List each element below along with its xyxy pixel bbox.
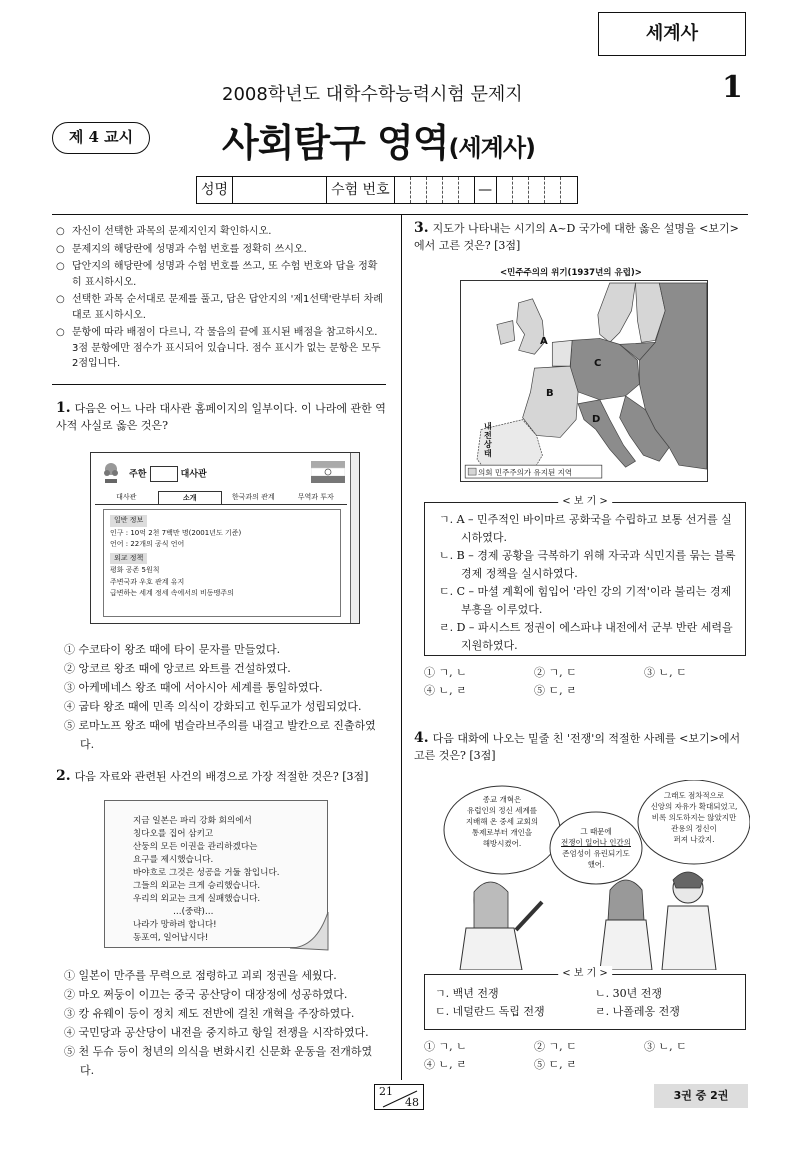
info-line: 급변하는 세계 정세 속에서의 비동맹주의	[110, 589, 234, 597]
info-line: 언어 : 22개의 공식 언어	[110, 540, 185, 548]
paper-line: 지금 일본은 파리 강화 회의에서	[133, 816, 252, 826]
q2-option[interactable]: ② 마오 쩌둥이 이끄는 중국 공산당이 대장정에 성공하였다.	[64, 988, 348, 1001]
info-line: 주변국과 우호 관계 유지	[110, 577, 185, 586]
bubble-line: 전쟁이 일어나 인간의	[561, 838, 631, 847]
q2-text: 다음 자료와 관련된 사건의 배경으로 가장 적절한 것은? [3점]	[74, 770, 369, 783]
q4-option[interactable]: ① ㄱ, ㄴ	[424, 1040, 467, 1053]
exam-number-digit[interactable]	[513, 177, 529, 203]
bubble-middle	[556, 826, 636, 870]
map-label-b: B	[546, 388, 554, 399]
q2-number: 2.	[56, 768, 71, 784]
exam-number-label: 수험 번호	[327, 177, 395, 203]
q3-bogi-item: ㄷ. C – 마셜 계획에 힘입어 '라인 강의 기적'이라 불리는 경제 부흥을 이루었다.	[439, 585, 732, 616]
q4-bogi-item: ㄴ. 30년 전쟁	[595, 987, 662, 1000]
header-rule	[52, 214, 748, 215]
note-item: ○ 문제지의 해당란에 성명과 수험 번호를 정확히 쓰시오.	[56, 242, 386, 258]
q3-option[interactable]: ⑤ ㄷ, ㄹ	[534, 684, 577, 697]
paper-curl-icon	[290, 912, 330, 952]
bubble-line: 존엄성이 유린되기도	[562, 849, 630, 858]
emblem-icon	[101, 461, 121, 485]
embassy-title-suffix: 대사관	[180, 469, 207, 480]
exam-number-digit[interactable]	[427, 177, 443, 203]
q2-stem	[56, 768, 386, 785]
q4-option[interactable]: ⑤ ㄷ, ㄹ	[534, 1058, 577, 1071]
scrollbar[interactable]	[350, 453, 359, 623]
embassy-title	[129, 466, 207, 482]
name-label: 성명	[197, 177, 233, 203]
section-subtitle: (세계사)	[448, 134, 535, 162]
note-item: ○ 자신이 선택한 과목의 문제지인지 확인하시오.	[56, 224, 386, 240]
exam-number-dash: —	[475, 177, 497, 203]
exam-number-digit[interactable]	[411, 177, 427, 203]
map-legend-label: 의회 민주주의가 유지된 지역	[478, 468, 573, 477]
bubble-line: 그 때문에	[580, 827, 612, 836]
bubble-line: 유럽인의 정신 세계를	[467, 806, 537, 815]
q4-bogi-title: < 보 기 >	[558, 966, 612, 982]
q1-option[interactable]: ③ 아케메네스 왕조 때에 서아시아 세계를 통일하였다.	[64, 681, 323, 694]
bubble-line: 지배해 온 중세 교회의	[465, 817, 539, 826]
q3-option[interactable]: ③ ㄴ, ㄷ	[644, 666, 687, 679]
q4-text: 다음 대화에 나오는 밑줄 친 '전쟁'의 적절한 사례를 <보기>에서 고른 것은? [3점]	[414, 732, 741, 762]
volume-badge: 3권 중 2권	[654, 1084, 748, 1108]
q1-stem	[56, 400, 386, 434]
q4-option[interactable]: ② ㄱ, ㄷ	[534, 1040, 577, 1053]
bubble-left	[452, 794, 552, 849]
europe-map	[460, 280, 708, 482]
embassy-info	[103, 509, 341, 617]
map-label-a: A	[540, 336, 548, 347]
instruction-notes	[56, 224, 386, 374]
bubble-line: 관용의 정신이	[671, 824, 717, 833]
q3-option[interactable]: ④ ㄴ, ㄹ	[424, 684, 467, 697]
exam-number-digit[interactable]	[395, 177, 411, 203]
paper-line: 나라가 망하려 합니다!	[133, 920, 217, 930]
q3-option[interactable]: ② ㄱ, ㄷ	[534, 666, 577, 679]
bubble-line: 통제로부터 개인을	[471, 828, 533, 837]
tab-korea-relations[interactable]: 한국과의 관계	[231, 493, 275, 501]
tab-trade[interactable]: 무역과 투자	[297, 493, 334, 501]
paper-line: 요구를 제시했습니다.	[133, 855, 214, 865]
q1-number: 1.	[56, 400, 71, 416]
q4-bogi-item: ㄱ. 백년 전쟁	[435, 987, 499, 1000]
q2-option[interactable]: ⑤ 천 두슈 등이 청년의 의식을 변화시킨 신문화 운동을 전개하였다.	[64, 1045, 373, 1077]
map-civil-war-label: 내전 상태	[484, 422, 492, 458]
info-line: 인구 : 10억 2천 7백만 명(2001년도 기준)	[110, 528, 242, 537]
map-label-c: C	[594, 358, 602, 369]
bubble-line: 해방시켰어.	[482, 839, 522, 848]
q3-bogi-title: < 보 기 >	[558, 494, 612, 510]
map-title: <민주주의의 위기(1937년의 유럽)>	[500, 268, 642, 278]
q4-option[interactable]: ④ ㄴ, ㄹ	[424, 1058, 467, 1071]
embassy-title-prefix: 주한	[129, 469, 147, 480]
exam-number-digit[interactable]	[529, 177, 545, 203]
exam-title: 2008학년도 대학수학능력시험 문제지	[222, 84, 523, 105]
q4-bogi-item: ㄷ. 네덜란드 독립 전쟁	[435, 1005, 545, 1018]
tab-intro[interactable]: 소개	[158, 491, 223, 504]
section-title-main: 사회탐구 영역	[222, 121, 449, 165]
q3-bogi-item: ㄱ. A – 민주적인 바이마르 공화국을 수립하고 보통 선거를 실시하였다.	[439, 513, 732, 544]
q4-bogi-item: ㄹ. 나폴레옹 전쟁	[595, 1005, 680, 1018]
paper-line: …(중략)…	[173, 907, 214, 917]
bubble-line: 비록 의도하지는 않았지만	[651, 813, 737, 822]
q3-stem	[414, 220, 748, 254]
q2-options	[64, 966, 386, 1080]
bubble-line: 신앙의 자유가 확대되었고,	[650, 802, 738, 811]
q1-option[interactable]: ① 수코타이 왕조 때에 타이 문자를 만들었다.	[64, 643, 281, 656]
exam-number-digit[interactable]	[561, 177, 577, 203]
paper-line: 산둥의 모든 이권을 관리하겠다는	[133, 842, 258, 852]
bubble-line: 했어.	[587, 860, 605, 869]
exam-number-digit[interactable]	[443, 177, 459, 203]
footer-page-top: 21	[379, 1085, 393, 1098]
q4-bogi-grid	[435, 985, 737, 1021]
blank-country-box	[150, 466, 178, 482]
bubble-line: 종교 개혁은	[482, 795, 522, 804]
name-field[interactable]	[233, 177, 327, 203]
q1-options	[64, 640, 386, 754]
paper-line: 칭다오를 집어 삼키고	[133, 829, 214, 839]
q2-option[interactable]: ④ 국민당과 공산당이 내전을 중지하고 항일 전쟁을 시작하였다.	[64, 1026, 369, 1039]
embassy-header	[99, 461, 345, 487]
q1-option[interactable]: ② 앙코르 왕조 때에 앙코르 와트를 건설하였다.	[64, 662, 291, 675]
q4-number: 4.	[414, 730, 429, 746]
subject-box: 세계사	[598, 12, 746, 56]
footer-page-counter	[374, 1084, 424, 1110]
note-item: ○ 답안지의 해당란에 성명과 수험 번호를 쓰고, 또 수험 번호와 답을 정확히 표시하시오.	[56, 259, 386, 290]
general-info-tag: 일반 정보	[110, 515, 147, 527]
exam-number-digit[interactable]	[545, 177, 561, 203]
flag-icon	[311, 461, 345, 483]
map-label-d: D	[592, 414, 601, 425]
q3-bogi-item: ㄹ. D – 파시스트 정권이 에스파냐 내전에서 군부 반란 세력을 지원하였다.	[439, 621, 733, 652]
q4-stem	[414, 730, 748, 764]
exam-number-digit[interactable]	[459, 177, 475, 203]
q2-option[interactable]: ① 일본이 만주를 무력으로 점령하고 괴뢰 정권을 세웠다.	[64, 969, 337, 982]
foreign-policy-tag: 외교 정책	[110, 553, 147, 565]
q1-text: 다음은 어느 나라 대사관 홈페이지의 일부이다. 이 나라에 관한 역사적 사실로 옳은 것은?	[56, 402, 386, 432]
note-item: ○ 선택한 과목 순서대로 문제를 풀고, 답은 답안지의 '제1선택'란부터 차례대로 표시하시오.	[56, 292, 386, 323]
paper-line: 바야흐로 그것은 성공을 거둘 참입니다.	[133, 868, 280, 878]
q3-number: 3.	[414, 220, 429, 236]
embassy-tabs	[95, 491, 347, 505]
info-line: 평화 공존 5원칙	[110, 566, 160, 574]
q3-bogi-box	[424, 496, 746, 656]
paper-line: 동포여, 일어납시다!	[133, 933, 209, 943]
q4-option[interactable]: ③ ㄴ, ㄷ	[644, 1040, 687, 1053]
paper-line: 그들의 외교는 크게 승리했습니다.	[133, 881, 261, 891]
q3-text: 지도가 나타내는 시기의 A~D 국가에 대한 옳은 설명을 <보기>에서 고른 것은? [3점]	[414, 222, 739, 252]
q3-options	[424, 664, 754, 700]
q1-option[interactable]: ⑤ 로마노프 왕조 때에 범슬라브주의를 내걸고 발칸으로 진출하였다.	[64, 719, 376, 751]
bubble-right	[644, 790, 744, 845]
q4-bogi-box	[424, 968, 746, 1030]
notes-rule	[52, 384, 386, 385]
q4-options	[424, 1038, 754, 1074]
section-title	[222, 112, 535, 167]
paper-line: 우리의 외교는 크게 실패했습니다.	[133, 894, 261, 904]
tab-embassy[interactable]: 대사관	[116, 493, 137, 501]
bubble-line: 퍼져 나갔지.	[673, 835, 715, 844]
q2-option[interactable]: ③ 캉 유웨이 등이 정치 제도 전반에 걸친 개혁을 주장하였다.	[64, 1007, 355, 1020]
q3-option[interactable]: ① ㄱ, ㄴ	[424, 666, 467, 679]
exam-number-digit[interactable]	[497, 177, 513, 203]
note-item: ○ 문항에 따라 배점이 다르니, 각 물음의 끝에 표시된 배점을 참고하시오. 3점 문항에만 점수가 표시되어 있습니다. 점수 표시가 없는 문항은 모두 2점입니다.	[56, 325, 386, 372]
page-number: 1	[722, 70, 743, 105]
period-badge: 제 4 교시	[52, 122, 150, 154]
q1-option[interactable]: ④ 굽타 왕조 때에 민족 의식이 강화되고 힌두교가 성립되었다.	[64, 700, 362, 713]
embassy-browser	[90, 452, 360, 624]
id-table	[196, 176, 578, 204]
column-divider	[401, 214, 402, 1080]
footer-page-bottom: 48	[405, 1096, 419, 1109]
q3-bogi-item: ㄴ. B – 경제 공황을 극복하기 위해 자국과 식민지를 묶는 블록 경제 정책을 실시하였다.	[439, 549, 736, 580]
bubble-line: 그래도 점차적으로	[663, 791, 725, 800]
